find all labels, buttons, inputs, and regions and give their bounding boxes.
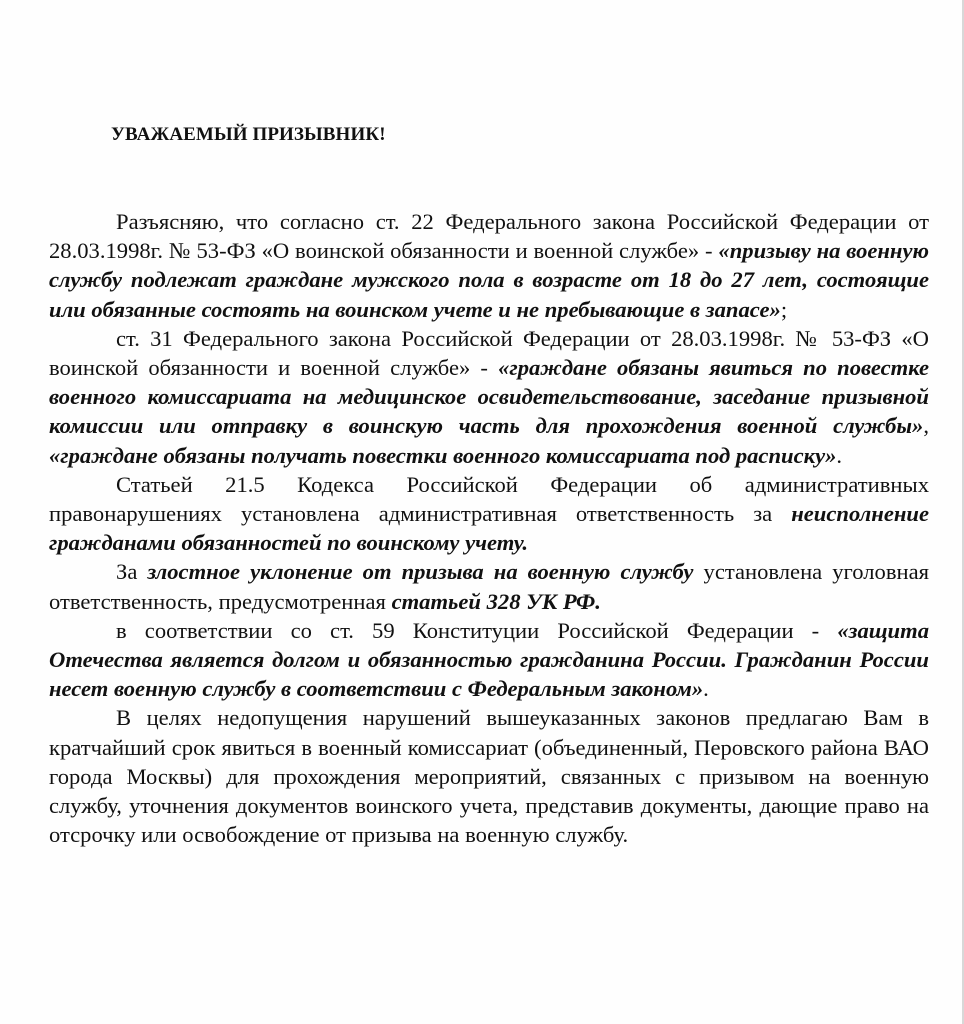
law-quote: «граждане обязаны получать повестки военного комиссариата под расписку» <box>49 442 837 468</box>
emphasis-text: неисполнение гражданами обязанностей по воинскому учету. <box>49 501 929 556</box>
paragraph-article-21-5 <box>49 470 929 558</box>
paragraph-text: ст. 31 Федерального закона Российской Федерации от 28.03.1998г. № 53-ФЗ «О воинской обязанности и военной службе» - <box>49 325 929 381</box>
law-quote: «призыву на военную службу подлежат граждане мужского пола в возрасте от 18 до 27 лет, состоящие или обязанные состоять на воинском учете и не пребывающие в запасе» <box>49 238 929 322</box>
paragraph-text: установлена уголовная ответственность, предусмотренная <box>49 559 930 614</box>
paragraph-text: ; <box>780 296 788 322</box>
paragraph-text: . <box>703 676 709 702</box>
document-title: УВАЖАЕМЫЙ ПРИЗЫВНИК! <box>111 124 386 145</box>
paragraph-criminal-liability <box>49 557 929 615</box>
paragraph-request <box>49 703 929 849</box>
law-quote: «защита Отечества является долгом и обязанностью гражданина России. Гражданин России несет военную службу в соответствии с Федеральным законом» <box>49 617 929 702</box>
law-quote: «граждане обязаны явиться по повестке военного комиссариата на медицинское освидетельствование, заседание призывной комиссии или отправку в воинскую часть для прохождения военной службы» <box>49 355 929 439</box>
document-body <box>49 207 929 849</box>
paragraph-text: . <box>836 442 843 468</box>
paragraph-text: , <box>923 413 929 439</box>
paragraph-constitution <box>49 616 929 704</box>
paragraph-text: Статьей 21.5 Кодекса Российской Федерации об административных правонарушениях установлена административная ответственность за <box>49 471 929 527</box>
paragraph-article-22 <box>49 207 929 324</box>
paragraph-text: Разъясняю, что согласно ст. 22 Федерального закона Российской Федерации от 28.03.1998г. № 53-ФЗ «О воинской обязанности и военной службе» - <box>49 209 929 264</box>
paragraph-text: За <box>116 559 148 585</box>
paragraph-article-31 <box>49 324 929 470</box>
emphasis-text: злостное уклонение от призыва на военную службу <box>147 559 694 585</box>
paragraph-text: в соответствии со ст. 59 Конституции Российской Федерации - <box>116 617 838 643</box>
emphasis-text: статьей 328 УК РФ. <box>391 588 601 614</box>
paragraph-text: В целях недопущения нарушений вышеуказанных законов предлагаю Вам в кратчайший срок явиться в военный комиссариат (объединенный, Перовского района ВАО города Москвы) для прохождения мероприятий, связанных с призывом на военную службу, уточнения документов воинского учета, представив документы, дающие право на отсрочку или освобождение от призыва на военную службу. <box>49 705 929 848</box>
